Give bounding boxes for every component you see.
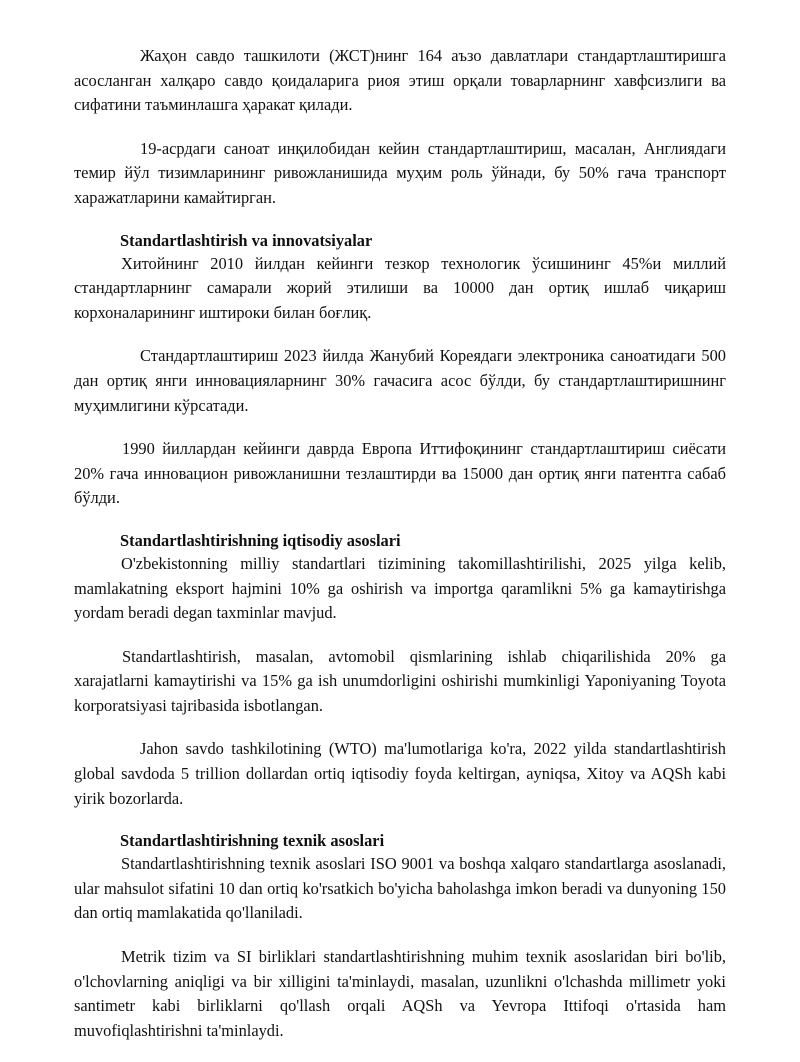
paragraph-china-growth: Хитойнинг 2010 йилдан кейинги тезкор технологик ўсишининг 45%и миллий стандартларнинг самарали жорий этилиши ва 10000 дан ортиқ ишлаб чиқариш корхоналарининг иштироки билан боғлиқ. — [74, 253, 726, 322]
section-heading-economic: Standartlashtirishning iqtisodiy asoslari — [120, 530, 401, 550]
paragraph-korea-electronics: Стандартлаштириш 2023 йилда Жанубий Кореядаги электроника саноатидаги 500 дан ортиқ янги инновацияларнинг 30% гачасига асос бўлди, бу стандартлаштиришнинг муҳимлигини кўрсатади. — [74, 346, 726, 415]
paragraph-uzbekistan-standards: O'zbekistonning milliy standartlari tizimining takomillashtirilishi, 2025 yilga kelib, mamlakatning eksport hajmini 10% ga oshirish va importga qaramlikni 5% ga kamaytirishga yordam beradi degan taxminlar mavjud. — [74, 553, 726, 623]
paragraph-toyota-experience: Standartlashtirish, masalan, avtomobil qismlarining ishlab chiqarilishida 20% ga xarajatlarni kamaytirishi va 15% ga ish unumdorligini oshirishi mumkinligi Yaponiyaning Toyota korporatsiyasi tajribasida isbotlangan. — [74, 646, 726, 715]
section-heading-technical: Standartlashtirishning texnik asoslari — [120, 831, 385, 851]
paragraph-iso-9001: Standartlashtirishning texnik asoslari ISO 9001 va boshqa xalqaro standartlarga asoslanadi, ular mahsulot sifatini 10 dan ortiq ko'rsatkich bo'yicha baholashga imkon beradi va dunyoning 150 dan ortiq mamlakatida qo'llaniladi. — [74, 854, 726, 923]
section-heading-innovation: Standartlashtirish va innovatsiyalar — [120, 230, 373, 250]
paragraph-industrial-revolution: 19-асрдаги саноат инқилобидан кейин стандартлаштириш, масалан, Англиядаги темир йўл тизимларининг ривожланишида муҳим роль ўйнади, бу 50% гача транспорт харажатларини камайтирган. — [74, 138, 726, 207]
document-page — [74, 44, 726, 1062]
paragraph-wto-data: Jahon savdo tashkilotining (WTO) ma'lumotlariga ko'ra, 2022 yilda standartlashtirish global savdoda 5 trillion dollardan ortiq iqtisodiy foyda keltirgan, ayniqsa, Xitoy va AQSh kabi yirik bozorlarda. — [74, 739, 726, 808]
paragraph-wto-members: Жаҳон савдо ташкилоти (ЖСТ)нинг 164 аъзо давлатлари стандартлаштиришга асосланган халқаро савдо қоидаларига риоя этиш орқали товарларнинг хавфсизлиги ва сифатини таъминлашга ҳаракат қилади. — [74, 46, 726, 115]
paragraph-eu-policy: 1990 йиллардан кейинги даврда Европа Иттифоқининг стандартлаштириш сиёсати 20% гача инновацион ривожланишни тезлаштирди ва 15000 дан ортиқ янги патентга сабаб бўлди. — [74, 439, 726, 508]
paragraph-metric-system: Metrik tizim va SI birliklari standartlashtirishning muhim texnik asoslaridan biri bo'lib, o'lchovlarning aniqligi va bir xilligini ta'minlaydi, masalan, uzunlikni o'lchashda millimetr yoki santimetr kabi birliklarni qo'llash orqali AQSh va Yevropa Ittifoqi o'rtasida ham muvofiqlashtirishni ta'minlaydi. — [74, 947, 726, 1040]
